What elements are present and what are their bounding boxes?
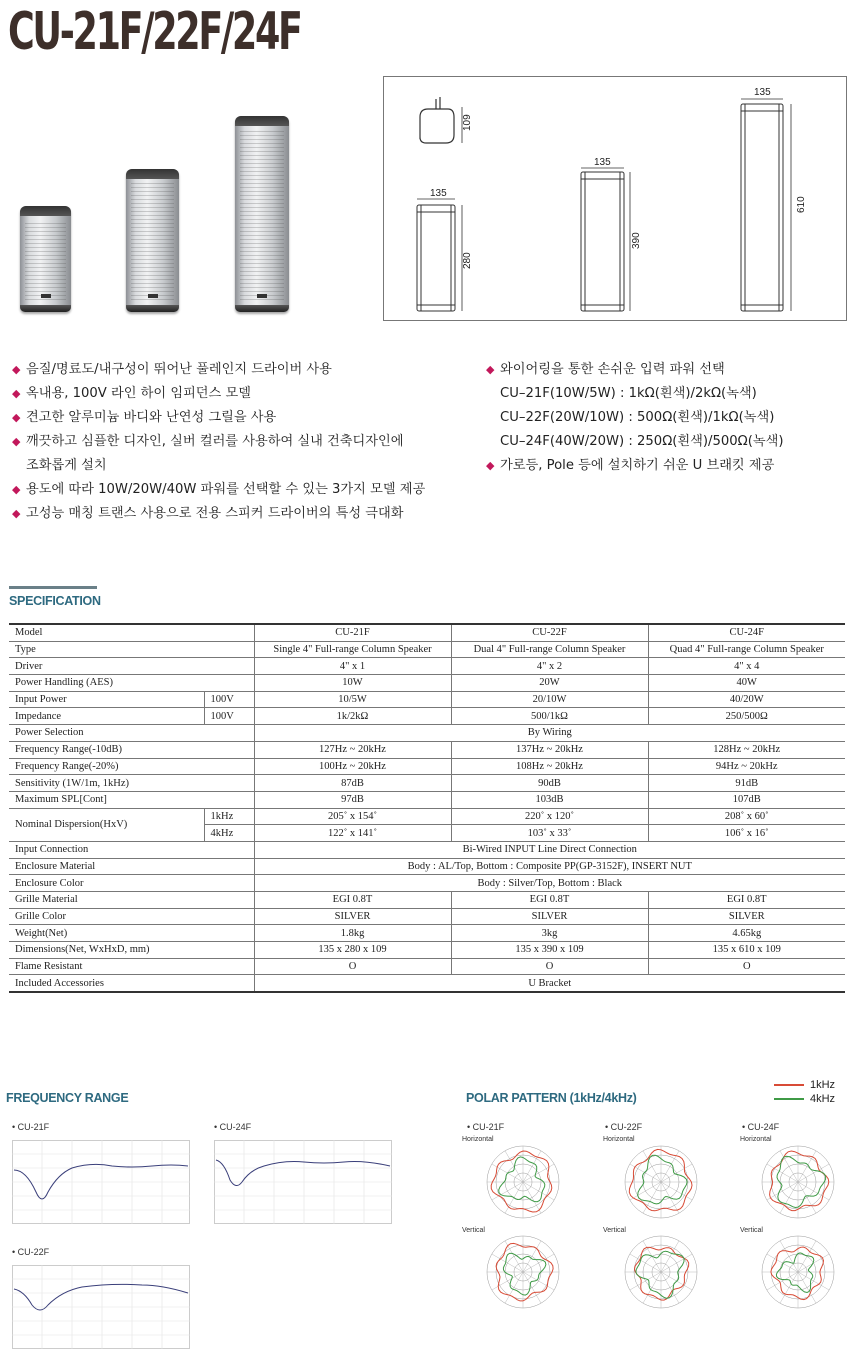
polar-v-label: Vertical [603,1227,626,1234]
table-row: Power Handling (AES) 10W 20W 40W [9,675,845,692]
legend-swatch-4khz [774,1098,804,1100]
spec-title-bar [9,586,97,589]
table-row: Flame Resistant O O O [9,958,845,975]
polar-legend [774,1078,835,1106]
feature-subitem: CU–24F(40W/20W) : 250Ω(흰색)/500Ω(녹색) [500,434,784,449]
freq-chart-label-cu24f: • CU-24F [214,1122,252,1132]
table-row: Impedance 100V 1k/2kΩ 500/1kΩ 250/500Ω [9,708,845,725]
feature-list-left [12,358,425,526]
table-row: Frequency Range(-20%) 100Hz ~ 20kHz 108Hz ~ 20kHz 94Hz ~ 20kHz [9,758,845,775]
table-row: Driver 4" x 1 4" x 2 4" x 4 [9,658,845,675]
polar-plot [758,1232,838,1312]
table-row: Type Single 4" Full-range Column Speaker Dual 4" Full-range Column Speaker Quad 4" Full-range Column Speaker [9,641,845,658]
freq-chart-label-cu22f: • CU-22F [12,1247,50,1257]
table-row: Sensitivity (1W/1m, 1kHz) 87dB 90dB 91dB [9,775,845,792]
polar-pattern-title: POLAR PATTERN (1kHz/4kHz) [466,1091,637,1105]
feature-item: ◆ 견고한 알루미늄 바디와 난연성 그릴을 사용 [12,406,425,430]
polar-h-label: Horizontal [603,1136,635,1143]
dim-135-cu24f: 135 [754,87,771,98]
feature-subitem: CU–21F(10W/5W) : 1kΩ(흰색)/2kΩ(녹색) [500,386,757,401]
dim-135-cu22f: 135 [594,157,611,168]
dim-135-cu21f: 135 [430,188,447,199]
bullet-icon: ◆ [12,507,21,520]
polar-plot [621,1142,701,1222]
bullet-icon: ◆ [12,363,21,376]
legend-item-1khz: 1kHz [774,1078,835,1092]
polar-label-cu24f: • CU-24F [742,1122,780,1132]
polar-plot [483,1232,563,1312]
page-title: CU-21F/22F/24F [8,2,301,62]
polar-label-cu22f: • CU-22F [605,1122,643,1132]
table-row: Maximum SPL[Cont] 97dB 103dB 107dB [9,791,845,808]
feature-item: ◆ 와이어링을 통한 손쉬운 입력 파워 선택 [486,358,784,382]
legend-swatch-1khz [774,1084,804,1086]
table-row: Enclosure Color Body : Silver/Top, Bottom : Black [9,875,845,892]
freq-chart-label-cu21f: • CU-21F [12,1122,50,1132]
dim-390: 390 [631,232,642,249]
spec-table [9,623,845,993]
table-row: Enclosure Material Body : AL/Top, Bottom : Composite PP(GP-3152F), INSERT NUT [9,858,845,875]
spec-title: SPECIFICATION [9,594,101,608]
table-row: Weight(Net) 1.8kg 3kg 4.65kg [9,925,845,942]
bullet-icon: ◆ [12,483,21,496]
bullet-icon: ◆ [12,411,21,424]
bullet-icon: ◆ [486,363,495,376]
polar-h-label: Horizontal [740,1136,772,1143]
polar-h-label: Horizontal [462,1136,494,1143]
speaker-image-cu24f [235,116,289,312]
polar-plot [621,1232,701,1312]
feature-item: ◆ 깨끗하고 심플한 디자인, 실버 컬러를 사용하여 실내 건축디자인에 [12,430,425,454]
dim-610: 610 [796,196,807,213]
table-row: 4kHz 122˚ x 141˚ 103˚ x 33˚ 106˚ x 16˚ [9,825,845,842]
dim-109: 109 [462,114,473,131]
freq-chart-cu21f [12,1140,190,1224]
freq-chart-cu24f [214,1140,392,1224]
feature-item: ◆ 용도에 따라 10W/20W/40W 파워를 선택할 수 있는 3가지 모델 제공 [12,478,425,502]
table-row: Grille Material EGI 0.8T EGI 0.8T EGI 0.8T [9,892,845,909]
dim-280: 280 [462,252,473,269]
speaker-image-cu21f [20,206,71,312]
polar-v-label: Vertical [462,1227,485,1234]
table-row: Input Connection Bi-Wired INPUT Line Direct Connection [9,841,845,858]
table-row: Frequency Range(-10dB) 127Hz ~ 20kHz 137Hz ~ 20kHz 128Hz ~ 20kHz [9,741,845,758]
feature-list-right [486,358,784,478]
table-row: Nominal Dispersion(HxV) 1kHz 205˚ x 154˚ 220˚ x 120˚ 208˚ x 60˚ [9,808,845,825]
legend-item-4khz: 4kHz [774,1092,835,1106]
bullet-icon: ◆ [12,435,21,448]
table-row: Power Selection By Wiring [9,725,845,742]
table-row: Input Power 100V 10/5W 20/10W 40/20W [9,691,845,708]
speaker-image-cu22f [126,169,179,312]
bullet-icon: ◆ [12,387,21,400]
table-row: Dimensions(Net, WxHxD, mm) 135 x 280 x 109 135 x 390 x 109 135 x 610 x 109 [9,942,845,959]
table-row: Grille Color SILVER SILVER SILVER [9,908,845,925]
polar-plot [483,1142,563,1222]
bullet-icon: ◆ [486,459,495,472]
feature-item: ◆ 고성능 매칭 트랜스 사용으로 전용 스피커 드라이버의 특성 극대화 [12,502,425,526]
freq-chart-cu22f [12,1265,190,1349]
polar-plot [758,1142,838,1222]
feature-item-continuation: 조화롭게 설치 [26,458,107,473]
feature-item: ◆ 음질/명료도/내구성이 뛰어난 풀레인지 드라이버 사용 [12,358,425,382]
polar-label-cu21f: • CU-21F [467,1122,505,1132]
table-row: Included Accessories U Bracket [9,975,845,992]
table-row: Model CU-21F CU-22F CU-24F [9,624,845,641]
dimension-drawing [383,76,847,321]
feature-item: ◆ 옥내용, 100V 라인 하이 임피던스 모델 [12,382,425,406]
feature-subitem: CU–22F(20W/10W) : 500Ω(흰색)/1kΩ(녹색) [500,410,775,425]
feature-item: ◆ 가로등, Pole 등에 설치하기 쉬운 U 브래킷 제공 [486,454,784,478]
polar-v-label: Vertical [740,1227,763,1234]
frequency-range-title: FREQUENCY RANGE [6,1091,129,1105]
